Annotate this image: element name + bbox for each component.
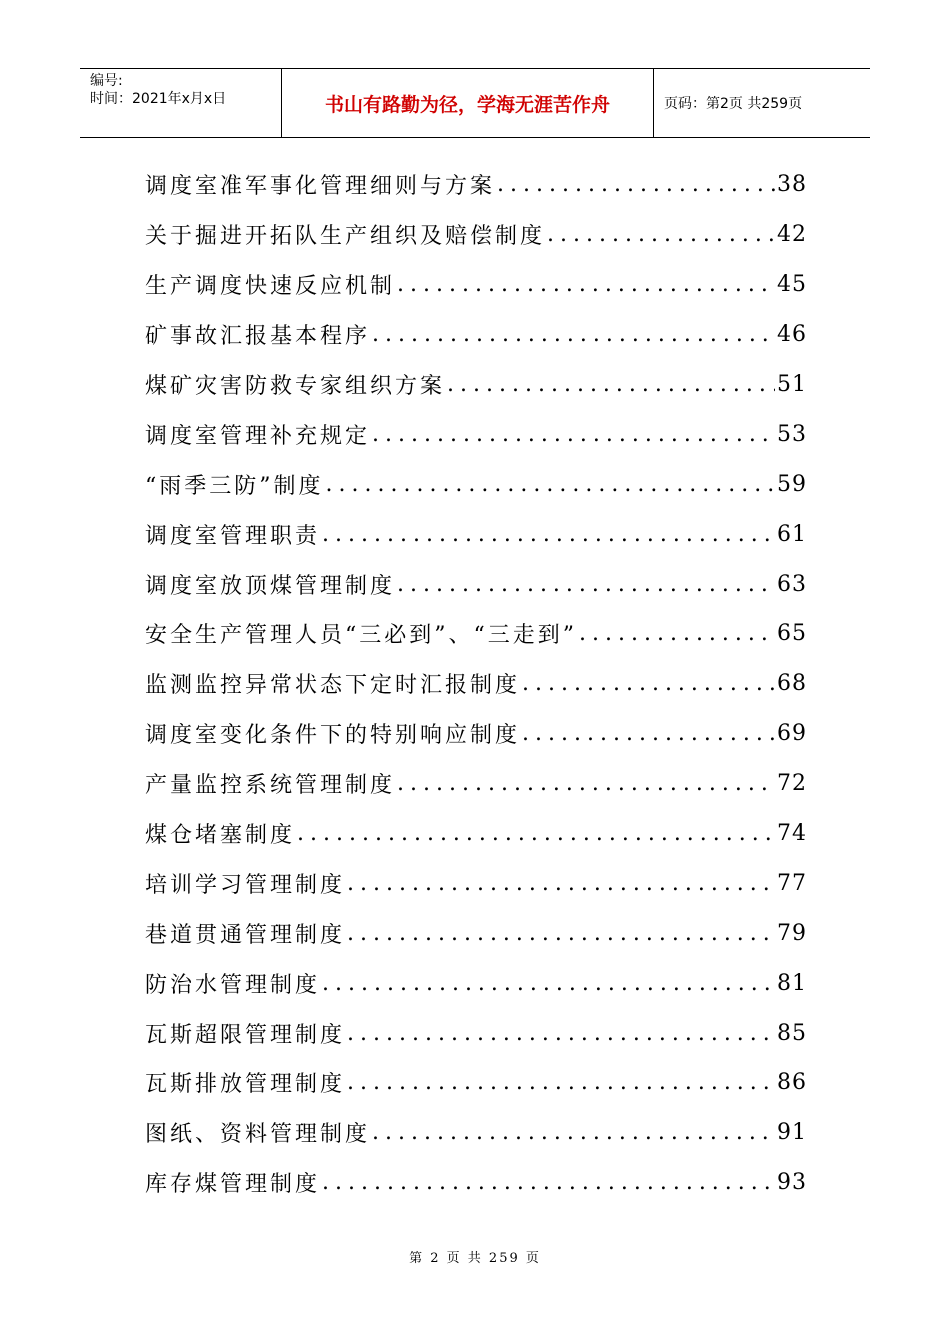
toc-entry[interactable] xyxy=(145,210,807,260)
toc-entry[interactable] xyxy=(145,459,807,509)
toc-leader-dots xyxy=(522,721,775,746)
time-label: 时间：2021年x月x日 xyxy=(90,91,227,107)
toc-entry-page: 68 xyxy=(777,671,807,697)
toc-entry-title: 安全生产管理人员“三必到”、“三走到” xyxy=(145,623,577,649)
toc-leader-dots xyxy=(326,472,776,497)
header-meta xyxy=(80,69,282,137)
toc-entry-title: 关于掘进开拓队生产组织及赔偿制度 xyxy=(145,224,546,250)
toc-leader-dots xyxy=(397,771,775,796)
toc-entry-page: 61 xyxy=(777,521,807,547)
toc-entry-page: 46 xyxy=(777,322,807,348)
toc-entry-title: 调度室放顶煤管理制度 xyxy=(145,573,396,599)
table-of-contents xyxy=(145,160,807,1208)
toc-entry-page: 53 xyxy=(777,421,807,447)
toc-entry-page: 93 xyxy=(777,1170,807,1196)
toc-entry[interactable] xyxy=(145,809,807,859)
toc-entry-page: 63 xyxy=(777,571,807,597)
toc-entry-page: 81 xyxy=(777,970,807,996)
toc-entry[interactable] xyxy=(145,260,807,310)
toc-entry[interactable] xyxy=(145,1008,807,1058)
toc-leader-dots xyxy=(322,1170,775,1195)
toc-entry-title: 瓦斯排放管理制度 xyxy=(145,1072,346,1098)
header-page-info: 页码：第2页 共259页 xyxy=(664,96,803,112)
toc-entry-title: 培训学习管理制度 xyxy=(145,872,346,898)
toc-entry-title: 调度室变化条件下的特别响应制度 xyxy=(145,723,521,749)
toc-entry-title: 图纸、资料管理制度 xyxy=(145,1122,371,1148)
toc-entry-title: “雨季三防”制度 xyxy=(145,473,324,499)
toc-entry-page: 91 xyxy=(777,1120,807,1146)
toc-entry-page: 69 xyxy=(777,721,807,747)
toc-leader-dots xyxy=(347,871,775,896)
page-footer: 第 2 页 共 259 页 xyxy=(409,1251,541,1266)
toc-leader-dots xyxy=(347,1070,775,1095)
toc-entry[interactable] xyxy=(145,709,807,759)
toc-leader-dots xyxy=(322,971,775,996)
toc-entry-title: 瓦斯超限管理制度 xyxy=(145,1022,346,1048)
toc-leader-dots xyxy=(372,322,775,347)
toc-leader-dots xyxy=(347,1021,775,1046)
toc-entry-page: 85 xyxy=(777,1020,807,1046)
toc-entry[interactable] xyxy=(145,1158,807,1208)
header-motto: 书山有路勤为径，学海无涯苦作舟 xyxy=(282,69,654,137)
toc-entry-page: 42 xyxy=(777,222,807,248)
toc-entry-title: 库存煤管理制度 xyxy=(145,1172,321,1198)
toc-leader-dots xyxy=(397,572,775,597)
toc-entry-title: 产量监控系统管理制度 xyxy=(145,773,396,799)
toc-leader-dots xyxy=(297,821,775,846)
toc-entry-page: 51 xyxy=(777,372,807,397)
toc-leader-dots xyxy=(322,522,775,547)
toc-leader-dots xyxy=(372,422,775,447)
toc-entry[interactable] xyxy=(145,609,807,659)
toc-entry[interactable] xyxy=(145,1058,807,1108)
toc-entry-page: 72 xyxy=(777,771,807,797)
toc-entry-page: 59 xyxy=(777,471,807,497)
toc-entry-title: 煤矿灾害防救专家组织方案 xyxy=(145,374,446,399)
toc-leader-dots xyxy=(347,921,775,946)
toc-entry[interactable] xyxy=(145,559,807,609)
toc-leader-dots xyxy=(522,671,775,696)
toc-entry[interactable] xyxy=(145,409,807,459)
toc-entry-title: 生产调度快速反应机制 xyxy=(145,274,396,300)
toc-entry-title: 调度室管理职责 xyxy=(145,523,321,549)
toc-entry-title: 调度室准军事化管理细则与方案 xyxy=(145,174,496,200)
toc-entry[interactable] xyxy=(145,958,807,1008)
toc-entry[interactable] xyxy=(145,1108,807,1158)
toc-entry-title: 巷道贯通管理制度 xyxy=(145,922,346,948)
toc-entry-page: 77 xyxy=(777,870,807,896)
toc-entry-title: 监测监控异常状态下定时汇报制度 xyxy=(145,673,521,699)
toc-entry-title: 煤仓堵塞制度 xyxy=(145,823,296,849)
toc-entry[interactable] xyxy=(145,759,807,809)
toc-entry[interactable] xyxy=(145,160,807,210)
toc-entry[interactable] xyxy=(145,509,807,559)
toc-entry-page: 38 xyxy=(777,172,807,198)
toc-entry-title: 调度室管理补充规定 xyxy=(145,423,371,449)
toc-entry-page: 79 xyxy=(777,920,807,946)
toc-leader-dots xyxy=(447,372,775,397)
page-header xyxy=(80,68,870,138)
toc-entry-page: 45 xyxy=(777,272,807,298)
toc-entry-page: 74 xyxy=(777,821,807,847)
toc-leader-dots xyxy=(497,172,775,197)
toc-leader-dots xyxy=(397,272,775,297)
toc-entry[interactable] xyxy=(145,310,807,360)
toc-entry[interactable] xyxy=(145,858,807,908)
toc-entry-page: 86 xyxy=(777,1070,807,1096)
number-label: 编号: xyxy=(90,73,123,89)
toc-entry[interactable] xyxy=(145,659,807,709)
toc-entry-page: 65 xyxy=(777,621,807,647)
toc-leader-dots xyxy=(372,1120,775,1145)
toc-entry-title: 防治水管理制度 xyxy=(145,972,321,998)
toc-leader-dots xyxy=(579,621,775,646)
toc-entry[interactable] xyxy=(145,908,807,958)
toc-entry[interactable] xyxy=(145,360,807,410)
toc-leader-dots xyxy=(547,222,775,247)
toc-entry-title: 矿事故汇报基本程序 xyxy=(145,324,371,350)
